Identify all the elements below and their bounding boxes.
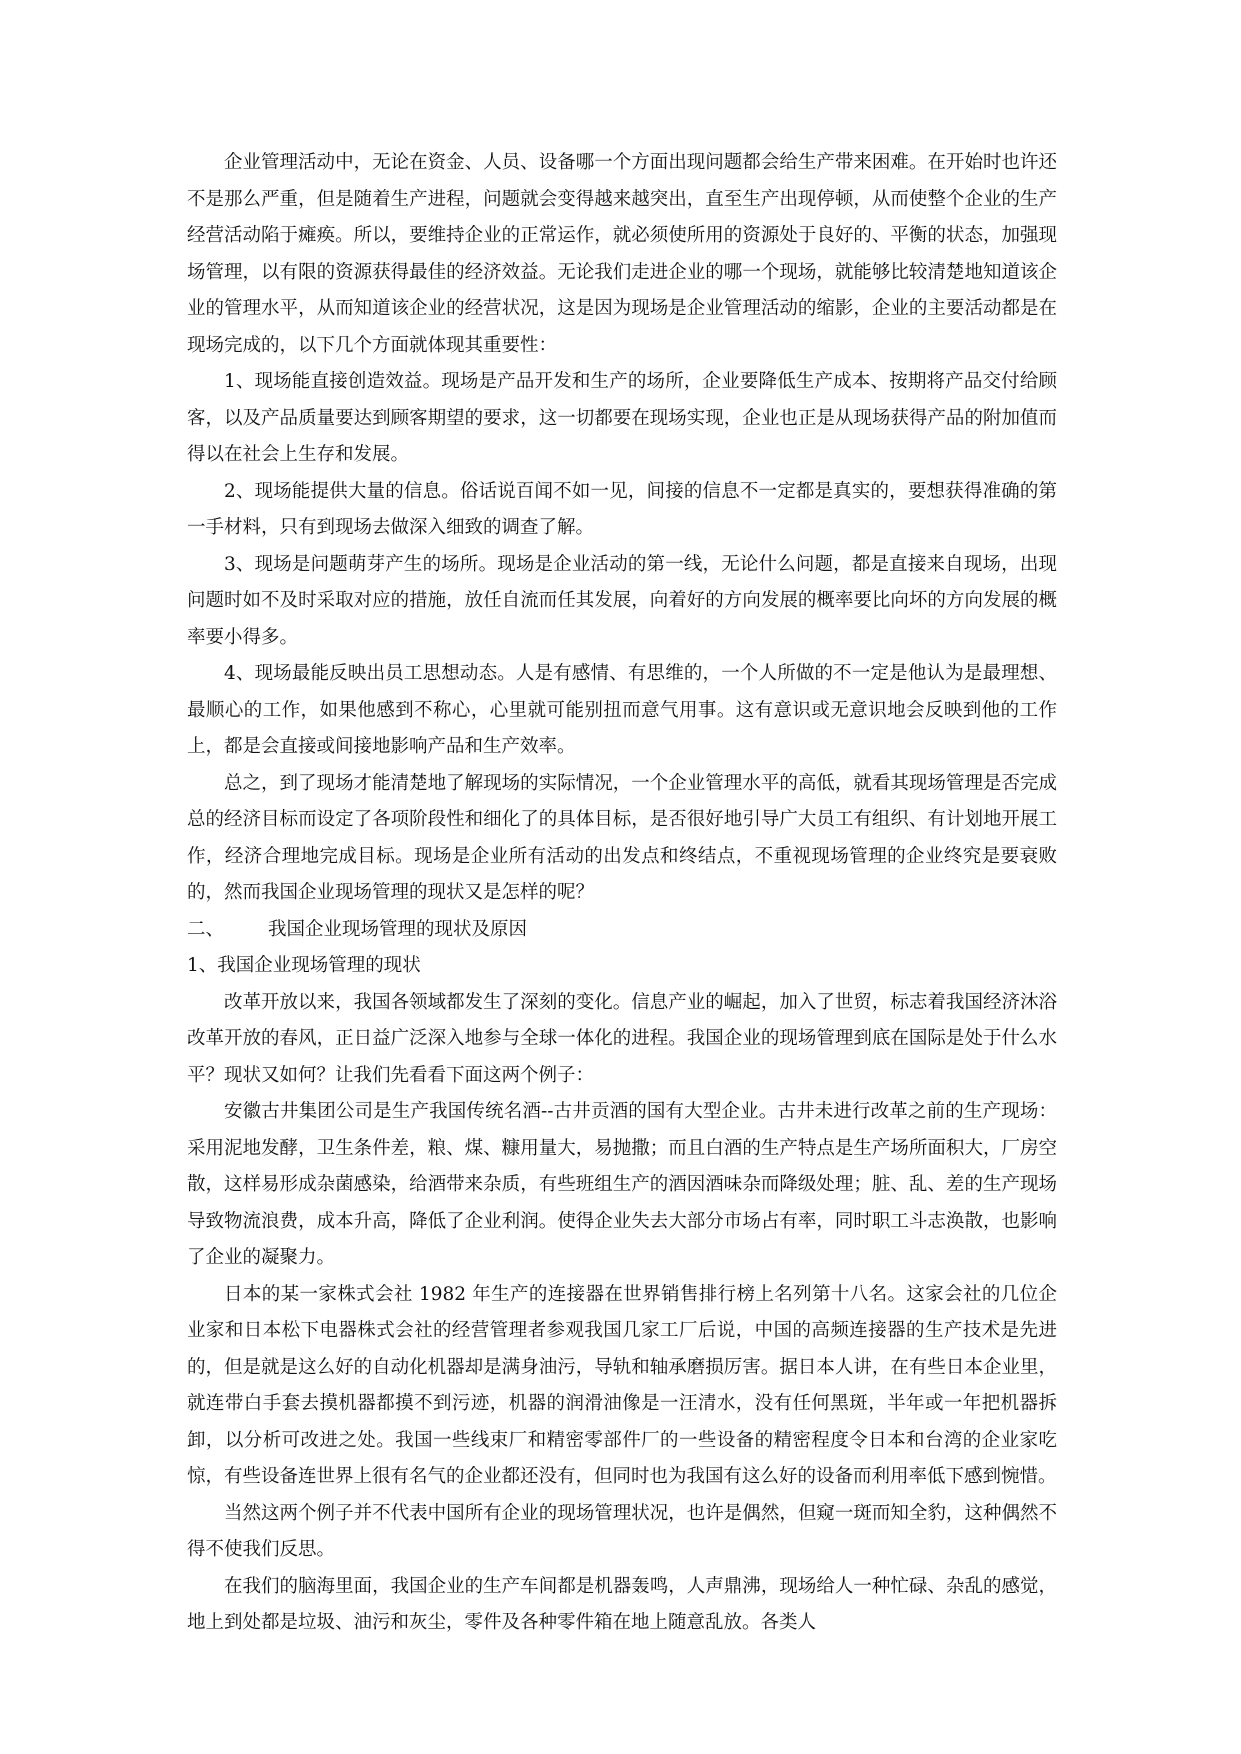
section-heading-text: 我国企业现场管理的现状及原因 (268, 918, 528, 940)
subsection-heading-2-1: 1、我国企业现场管理的现状 (187, 955, 421, 976)
document-body (187, 145, 1057, 1642)
paragraph-summary: 总之，到了现场才能清楚地了解现场的实际情况，一个企业管理水平的高低，就看其现场管理是否完成总的经济目标而设定了各项阶段性和细化了的具体目标，是否很好地引导广大员工有组织、有计划地开展工作，经济合理地完成目标。现场是企业所有活动的出发点和终结点，不重视现场管理的企业终究是要衰败的，然而我国企业现场管理的现状又是怎样的呢？ (187, 772, 1057, 903)
paragraph-point-3: 3、现场是问题萌芽产生的场所。现场是企业活动的第一线，无论什么问题，都是直接来自现场，出现问题时如不及时采取对应的措施，放任自流而任其发展，向着好的方向发展的概率要比向坏的方向发展的概率要小得多。 (187, 553, 1057, 648)
paragraph-workshop: 在我们的脑海里面，我国企业的生产车间都是机器轰鸣，人声鼎沸，现场给人一种忙碌、杂乱的感觉，地上到处都是垃圾、油污和灰尘，零件及各种零件箱在地上随意乱放。各类人 (187, 1575, 1057, 1633)
paragraph-point-4: 4、现场最能反映出员工思想动态。人是有感情、有思维的，一个人所做的不一定是他认为是最理想、最顺心的工作，如果他感到不称心，心里就可能别扭而意气用事。这有意识或无意识地会反映到他的工作上，都是会直接或间接地影响产品和生产效率。 (187, 663, 1057, 757)
paragraph-intro: 企业管理活动中，无论在资金、人员、设备哪一个方面出现问题都会给生产带来困难。在开始时也许还不是那么严重，但是随着生产进程，问题就会变得越来越突出，直至生产出现停顿，从而使整个企业的生产经营活动陷于瘫痪。所以，要维持企业的正常运作，就必须使所用的资源处于良好的、平衡的状态，加强现场管理，以有限的资源获得最佳的经济效益。无论我们走进企业的哪一个现场，就能够比较清楚地知道该企业的管理水平，从而知道该企业的经营状况，这是因为现场是企业管理活动的缩影，企业的主要活动都是在现场完成的，以下几个方面就体现其重要性： (187, 152, 1057, 356)
paragraph-example-gujing: 安徽古井集团公司是生产我国传统名酒--古井贡酒的国有大型企业。古井未进行改革之前的生产现场：采用泥地发酵，卫生条件差，粮、煤、糠用量大，易抛撒；而且白酒的生产特点是生产场所面积大，厂房空散，这样易形成杂菌感染，给酒带来杂质，有些班组生产的酒因酒味杂而降级处理；脏、乱、差的生产现场导致物流浪费，成本升高，降低了企业利润。使得企业失去大部分市场占有率，同时职工斗志涣散，也影响了企业的凝聚力。 (187, 1101, 1057, 1268)
paragraph-example-japan: 日本的某一家株式会社 1982 年生产的连接器在世界销售排行榜上名列第十八名。这家会社的几位企业家和日本松下电器株式会社的经营管理者参观我国几家工厂后说，中国的高频连接器的生产技术是先进的，但是就是这么好的自动化机器却是满身油污，导轨和轴承磨损厉害。据日本人讲，在有些日本企业里，就连带白手套去摸机器都摸不到污迹，机器的润滑油像是一汪清水，没有任何黑斑，半年或一年把机器拆卸，以分析可改进之处。我国一些线束厂和精密零部件厂的一些设备的精密程度令日本和台湾的企业家吃惊，有些设备连世界上很有名气的企业都还没有，但同时也为我国有这么好的设备而利用率低下感到惋惜。 (187, 1283, 1057, 1487)
paragraph-point-2: 2、现场能提供大量的信息。俗话说百闻不如一见，间接的信息不一定都是真实的，要想获得准确的第一手材料，只有到现场去做深入细致的调查了解。 (187, 480, 1057, 538)
section-heading-2 (187, 912, 1057, 949)
section-heading-number: 二、 (187, 918, 225, 940)
paragraph-point-1: 1、现场能直接创造效益。现场是产品开发和生产的场所，企业要降低生产成本、按期将产品交付给顾客，以及产品质量要达到顾客期望的要求，这一切都要在现场实现，企业也正是从现场获得产品的附加值而得以在社会上生存和发展。 (187, 371, 1057, 465)
paragraph-reflection: 当然这两个例子并不代表中国所有企业的现场管理状况，也许是偶然，但窥一斑而知全豹，这种偶然不得不使我们反思。 (187, 1502, 1057, 1560)
paragraph-reform: 改革开放以来，我国各领域都发生了深刻的变化。信息产业的崛起，加入了世贸，标志着我国经济沐浴改革开放的春风，正日益广泛深入地参与全球一体化的进程。我国企业的现场管理到底在国际是处于什么水平？现状又如何？让我们先看看下面这两个例子： (187, 991, 1057, 1086)
